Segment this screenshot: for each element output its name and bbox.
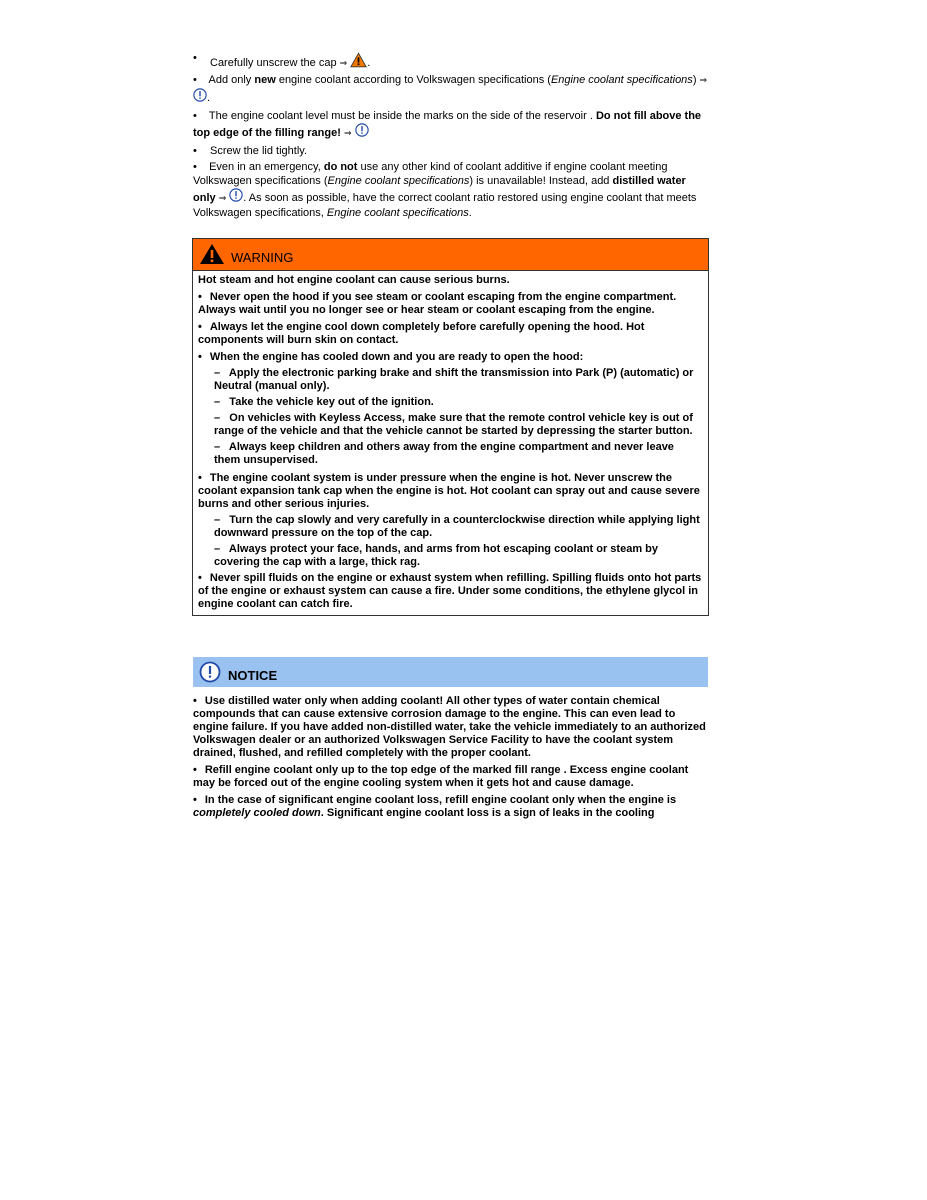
list-item	[198, 472, 703, 511]
list-item	[193, 110, 709, 142]
bullet: •	[193, 695, 197, 707]
sub-list-item	[198, 396, 703, 409]
notice-title: NOTICE	[228, 668, 278, 683]
list-item	[198, 351, 703, 364]
bullet: •	[198, 472, 202, 484]
arrow-icon: ⇒	[343, 129, 352, 139]
sub-list-item-text: Always protect your face, hands, and arms from hot escaping coolant or steam by covering the cap with a large, thick rag.	[214, 543, 658, 568]
notice-body	[193, 687, 708, 820]
sub-list-item-text: Always keep children and others away from the engine compartment and never leave them unsupervised.	[214, 441, 674, 466]
warning-header	[193, 239, 708, 271]
list-item	[198, 291, 703, 317]
list-item-text: In the case of significant engine coolant loss, refill engine coolant only when the engine is	[204, 794, 677, 806]
text-italic: completely cooled down	[193, 807, 321, 819]
notice-box	[193, 657, 708, 824]
bullet: •	[193, 73, 197, 86]
arrow-icon: ⇒	[339, 59, 348, 69]
text: .	[468, 206, 472, 219]
list-item-text: Carefully unscrew the cap	[210, 57, 337, 69]
arrow-icon: ⇒	[218, 194, 227, 204]
dash: –	[214, 441, 221, 453]
list-item-text: Use distilled water only when adding coolant! All other types of water contain chemical compounds that can cause extensive corrosion damage to the engine. This can even lead to engine failure. If you have added non-distilled water, take the vehicle immediately to an authorized Volkswagen dealer or an authorized Volkswagen Service Facility to have the coolant system drained, flushed, and refilled completely with the proper coolant.	[193, 695, 706, 759]
list-item-text: Never spill fluids on the engine or exhaust system when refilling. Spilling fluids onto hot parts of the engine or exhaust system can cause a fire. Under some conditions, the ethylene glycol in engine coolant can catch fire.	[198, 572, 702, 610]
bullet: •	[198, 572, 202, 584]
text: Add only	[208, 73, 255, 86]
notice-header	[193, 657, 708, 687]
text: engine coolant according to Volkswagen specifications (	[275, 73, 551, 86]
text: The engine coolant level must be inside the marks on the side of the reservoir .	[208, 109, 596, 122]
sub-list-item-text: On vehicles with Keyless Access, make sure that the remote control vehicle key is out of range of the vehicle and that the vehicle cannot be started by depressing the starter button.	[214, 412, 693, 437]
link-engine-coolant-specs[interactable]: Engine coolant specifications	[327, 174, 470, 187]
link-engine-coolant-specs[interactable]: Engine coolant specifications	[550, 73, 693, 86]
notice-circle-icon[interactable]	[355, 123, 369, 137]
warning-triangle-icon	[199, 243, 225, 265]
text-bold: new	[254, 73, 276, 86]
warning-body	[193, 271, 708, 615]
sub-list-item	[198, 543, 703, 569]
list-item-text: Screw the lid tightly.	[210, 144, 308, 157]
link-engine-coolant-specs[interactable]: Engine coolant specifications	[326, 206, 469, 219]
text: Even in an emergency,	[209, 161, 324, 173]
list-item: • Add only new engine coolant according to Volkswagen specifications (Engine coolant specifications) ⇒ .	[193, 73, 708, 104]
list-item	[193, 695, 708, 760]
bullet: •	[198, 351, 202, 363]
list-item	[193, 145, 709, 159]
text: )	[692, 73, 697, 86]
list-item-text: Refill engine coolant only up to the top edge of the marked fill range . Excess engine coolant may be forced out of the engine cooling system when it gets hot and cause damage.	[193, 764, 689, 789]
warning-triangle-icon[interactable]	[350, 52, 367, 68]
bullet: •	[198, 291, 202, 303]
notice-circle-icon[interactable]	[229, 188, 243, 202]
notice-circle-icon[interactable]	[193, 88, 207, 102]
list-item-text: When the engine has cooled down and you are ready to open the hood:	[209, 351, 584, 363]
sub-list-item	[198, 441, 703, 467]
sub-list-item	[198, 412, 703, 438]
warning-title: WARNING	[231, 250, 294, 265]
dash: –	[214, 543, 221, 555]
list-item	[193, 794, 708, 820]
text: use any other kind of coolant additive if engine coolant meeting Volkswagen specifications (	[193, 161, 668, 187]
bullet: •	[193, 794, 197, 806]
dash: –	[214, 412, 221, 424]
text-bold: Do not fill above the top edge of the filling range!	[193, 109, 702, 139]
arrow-icon: ⇒	[699, 75, 708, 86]
list-item-text: The engine coolant system is under pressure when the engine is hot. Never unscrew the coolant expansion tank cap when the engine is hot. Hot coolant can spray out and cause severe burns and other serious injuries.	[198, 472, 700, 510]
text-bold: distilled water only	[193, 174, 686, 204]
bullet: •	[193, 161, 197, 173]
list-item-text: Always let the engine cool down completely before carefully opening the hood. Hot components will burn skin on contact.	[198, 321, 645, 346]
sub-list-item-text: Apply the electronic parking brake and shift the transmission into Park (P) (automatic) or Neutral (manual only).	[214, 367, 694, 392]
dash: –	[214, 396, 221, 408]
sub-list-item	[198, 514, 703, 540]
sub-list-item-text: Turn the cap slowly and very carefully in a counterclockwise direction while applying light downward pressure on the top of the cap.	[214, 514, 700, 539]
list-item	[193, 764, 708, 790]
warning-box	[192, 238, 709, 616]
list-item	[193, 161, 709, 220]
text: . As soon as possible, have the correct coolant ratio restored using engine coolant that meets Volkswagen specifications,	[193, 192, 697, 219]
sub-list-item-text: Take the vehicle key out of the ignition.	[229, 396, 434, 408]
intro-list	[193, 52, 709, 224]
dash: –	[214, 514, 221, 526]
warning-lead: Hot steam and hot engine coolant can cause serious burns.	[198, 274, 510, 286]
list-item	[198, 572, 703, 611]
bullet: •	[193, 52, 197, 64]
dash: –	[214, 367, 221, 379]
list-item: • Carefully unscrew the cap ⇒ .	[193, 52, 371, 69]
bullet: •	[193, 144, 197, 157]
notice-circle-icon	[199, 661, 221, 683]
text-bold: do not	[323, 161, 358, 173]
list-item-text: Never open the hood if you see steam or coolant escaping from the engine compartment. Always wait until you no longer see or hear steam or coolant escaping from the engine.	[198, 291, 677, 316]
sub-list-item	[198, 367, 703, 393]
bullet: •	[198, 321, 202, 333]
bullet: •	[193, 109, 197, 122]
text: ) is unavailable! Instead, add	[469, 174, 613, 187]
list-item-text: . Significant engine coolant loss is a sign of leaks in the cooling	[320, 807, 655, 819]
bullet: •	[193, 764, 197, 776]
list-item	[198, 321, 703, 347]
